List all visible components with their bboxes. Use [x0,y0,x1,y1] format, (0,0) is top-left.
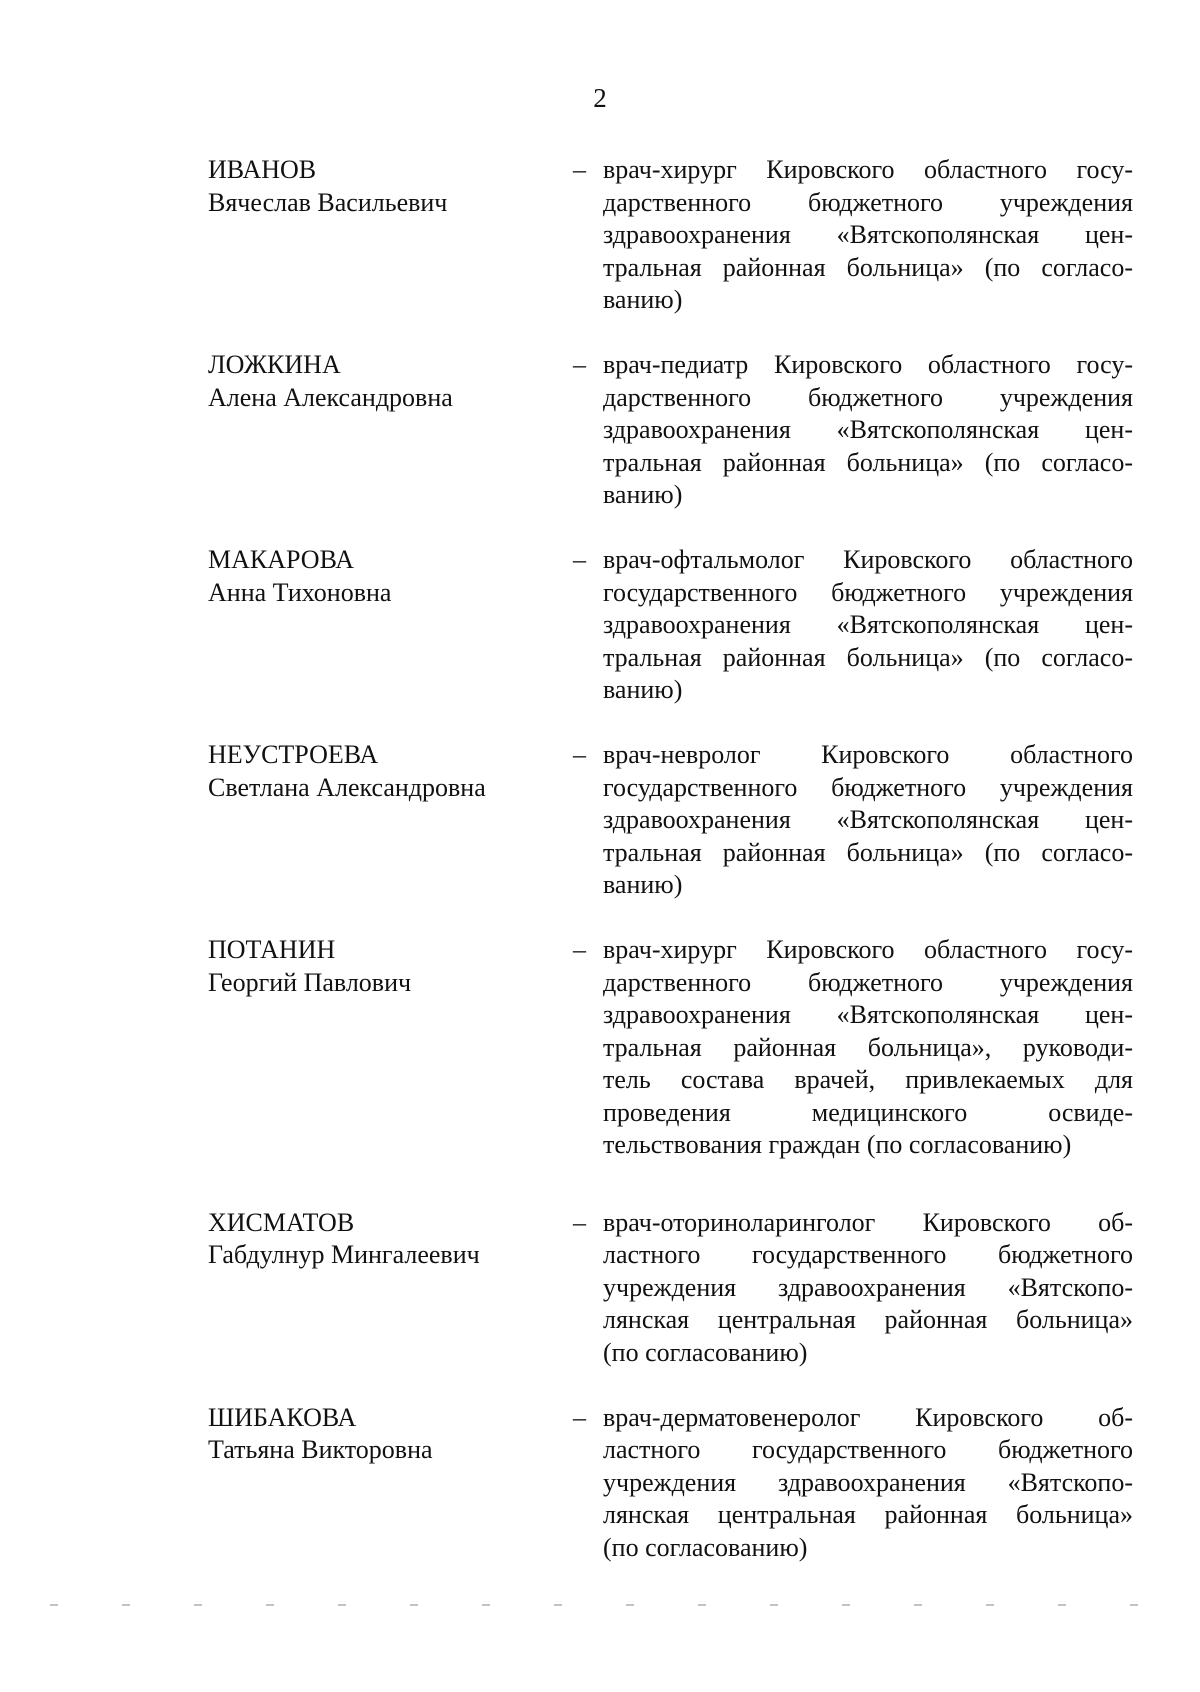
member-position [603,934,1133,1162]
position-line: тральная районная больница», руководи- [603,1032,1133,1062]
member-name [208,154,573,219]
member-list [208,154,1138,1564]
position-line: тральная районная больница» (по согласо- [603,837,1133,867]
position-line: тельствования граждан (по согласованию) [603,1130,1072,1159]
position-line: (по согласованию) [603,1337,808,1367]
member-position [603,1207,1133,1370]
member-entry [208,1207,1138,1370]
position-line: здравоохранения «Вятскополянская цен- [603,610,1133,639]
position-line: тель состава врачей, привлекаемых для [603,1065,1133,1094]
position-line: врач-дерматовенеролог Кировского об- [603,1402,1133,1432]
position-line: учреждения здравоохранения «Вятскопо- [603,1467,1133,1497]
member-surname: ШИБАКОВА [208,1402,357,1432]
member-name [208,934,573,999]
position-line: проведения медицинского освиде- [603,1097,1133,1127]
member-name [208,544,573,609]
position-line: врач-хирург Кировского областного госу- [603,935,1133,964]
position-line: дарственного бюджетного учреждения [603,187,1133,217]
position-line: здравоохранения «Вятскополянская цен- [603,805,1133,834]
member-entry [208,154,1138,317]
position-line: (по согласованию) [603,1532,808,1562]
member-surname: ИВАНОВ [208,155,317,184]
position-line: лянская центральная районная больница» [603,1305,1133,1334]
position-line: врач-педиатр Кировского областного госу- [603,350,1133,379]
member-given-name: Габдулнур Мингалеевич [208,1240,480,1269]
position-line: тральная районная больница» (по согласо- [603,252,1133,282]
separator-dash: – [573,155,586,184]
member-given-name: Алена Александровна [208,382,453,412]
member-entry [208,544,1138,707]
separator-dash: – [573,350,586,379]
position-line: здравоохранения «Вятскополянская цен- [603,1000,1133,1029]
member-entry [208,349,1138,512]
member-entry [208,934,1138,1162]
member-name [208,1402,573,1467]
member-surname: ХИСМАТОВ [208,1207,355,1237]
position-line: государственного бюджетного учреждения [603,577,1133,607]
member-surname: НЕУСТРОЕВА [208,740,379,769]
position-line: тральная районная больница» (по согласо- [603,642,1133,672]
member-surname: ПОТАНИН [208,935,336,964]
position-line: ластного государственного бюджетного [603,1435,1133,1464]
member-position [603,739,1133,902]
member-position [603,349,1133,512]
separator-dash: – [573,935,586,964]
position-line: ванию) [603,870,683,899]
separator-dash: – [573,545,586,574]
member-entry [208,739,1138,902]
page-number: 2 [593,83,607,113]
position-line: здравоохранения «Вятскополянская цен- [603,220,1133,249]
member-position [603,154,1133,317]
member-surname: ЛОЖКИНА [208,350,341,379]
member-name [208,739,573,804]
separator-dash: – [573,1207,586,1237]
member-given-name: Вячеслав Васильевич [208,187,448,217]
position-line: ванию) [603,675,683,704]
member-position [603,1402,1133,1565]
member-name [208,1207,573,1272]
position-line: учреждения здравоохранения «Вятскопо- [603,1272,1133,1302]
member-given-name: Татьяна Викторовна [208,1435,433,1464]
position-line: ванию) [603,285,683,314]
position-line: врач-офтальмолог Кировского областного [603,545,1133,574]
member-entry [208,1402,1138,1565]
member-given-name: Анна Тихоновна [208,577,392,607]
position-line: здравоохранения «Вятскополянская цен- [603,415,1133,444]
member-name [208,349,573,414]
position-line: врач-оториноларинголог Кировского об- [603,1207,1133,1237]
separator-dash: – [573,1402,586,1432]
position-line: врач-невролог Кировского областного [603,740,1133,769]
position-line: дарственного бюджетного учреждения [603,382,1133,412]
position-line: тральная районная больница» (по согласо- [603,447,1133,477]
position-line: врач-хирург Кировского областного госу- [603,155,1133,184]
member-surname: МАКАРОВА [208,545,355,574]
scan-artifact-line [50,1604,1170,1606]
member-given-name: Светлана Александровна [208,772,486,802]
position-line: лянская центральная районная больница» [603,1500,1133,1529]
member-given-name: Георгий Павлович [208,967,412,997]
position-line: дарственного бюджетного учреждения [603,967,1133,997]
position-line: ванию) [603,480,683,509]
separator-dash: – [573,740,586,769]
position-line: ластного государственного бюджетного [603,1240,1133,1269]
position-line: государственного бюджетного учреждения [603,772,1133,802]
member-position [603,544,1133,707]
